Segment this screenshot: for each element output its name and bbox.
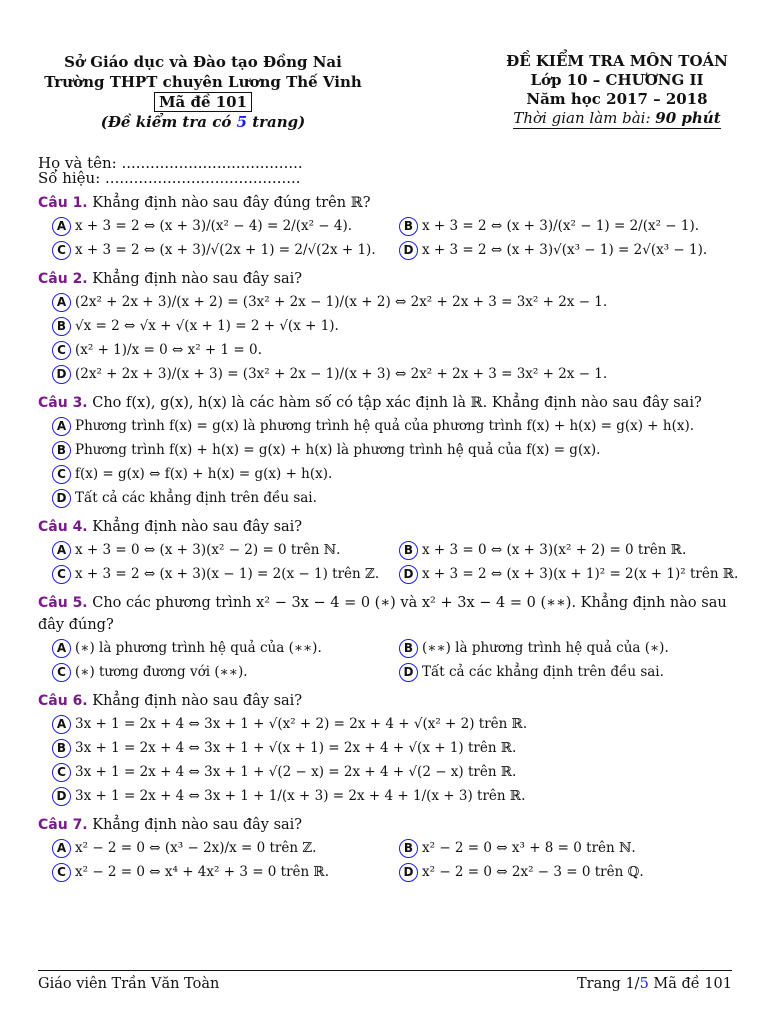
option-letter-circle: A xyxy=(52,541,71,560)
option-text: √x = 2 ⇔ √x + √(x + 1) = 2 + √(x + 1). xyxy=(75,318,339,334)
time-value: 90 phút xyxy=(655,109,721,127)
page-count-number: 5 xyxy=(236,113,247,131)
question-number: Câu 1. xyxy=(38,195,88,211)
exam-page xyxy=(38,52,739,884)
option-row xyxy=(38,712,732,736)
option-b[interactable] xyxy=(385,839,732,858)
option-letter-circle: C xyxy=(52,241,71,260)
page-count-note xyxy=(38,112,368,132)
option-d[interactable] xyxy=(385,863,732,882)
option-letter-circle: B xyxy=(399,541,418,560)
option-letter-circle: C xyxy=(52,465,71,484)
question-title xyxy=(38,192,732,214)
question-number: Câu 7. xyxy=(38,817,88,833)
option-a[interactable] xyxy=(38,639,385,658)
option-a[interactable] xyxy=(38,217,385,236)
option-d[interactable] xyxy=(385,241,732,260)
option-d[interactable] xyxy=(38,787,732,806)
option-a[interactable] xyxy=(38,541,385,560)
option-text: Tất cả các khẳng định trên đều sai. xyxy=(75,490,317,506)
option-row xyxy=(38,314,732,338)
option-row xyxy=(38,438,732,462)
option-letter-circle: A xyxy=(52,217,71,236)
option-letter-circle: C xyxy=(52,341,71,360)
option-row xyxy=(38,562,739,586)
option-b[interactable] xyxy=(38,317,732,336)
option-letter-circle: A xyxy=(52,839,71,858)
option-letter-circle: D xyxy=(399,863,418,882)
option-letter-circle: D xyxy=(52,365,71,384)
option-text: (∗) tương đương với (∗∗). xyxy=(75,664,248,680)
page-count-post: trang) xyxy=(247,113,306,131)
option-row xyxy=(38,414,732,438)
option-row xyxy=(38,238,732,262)
option-text: 3x + 1 = 2x + 4 ⇔ 3x + 1 + √(x + 1) = 2x + 4 + √(x + 1) trên ℝ. xyxy=(75,740,517,756)
option-text: (∗∗) là phương trình hệ quả của (∗). xyxy=(422,640,669,656)
header-right xyxy=(502,52,732,132)
option-letter-circle: C xyxy=(52,763,71,782)
option-row xyxy=(38,290,732,314)
question-7 xyxy=(38,814,732,884)
option-text: x + 3 = 0 ⇔ (x + 3)(x² + 2) = 0 trên ℝ. xyxy=(422,542,687,558)
option-row xyxy=(38,736,732,760)
option-letter-circle: D xyxy=(399,565,418,584)
option-letter-circle: B xyxy=(52,739,71,758)
option-c[interactable] xyxy=(38,341,732,360)
question-text: Cho f(x), g(x), h(x) là các hàm số có tập xác định là ℝ. Khẳng định nào sau đây sai? xyxy=(92,395,702,411)
option-letter-circle: B xyxy=(52,317,71,336)
option-letter-circle: C xyxy=(52,565,71,584)
option-row xyxy=(38,784,732,808)
option-d[interactable] xyxy=(38,365,732,384)
page-indicator-pre: Trang 1/ xyxy=(576,976,640,992)
option-a[interactable] xyxy=(38,417,732,436)
option-row xyxy=(38,538,732,562)
option-text: x² − 2 = 0 ⇔ x⁴ + 4x² + 3 = 0 trên ℝ. xyxy=(75,864,330,880)
option-c[interactable] xyxy=(38,465,732,484)
question-title xyxy=(38,516,732,538)
option-row xyxy=(38,660,732,684)
option-text: x + 3 = 2 ⇔ (x + 3)√(x³ − 1) = 2√(x³ − 1). xyxy=(422,242,708,258)
student-id-line: Số hiệu: ......................................... xyxy=(38,169,301,187)
question-text: Cho các phương trình x² − 3x − 4 = 0 (∗) và x² + 3x − 4 = 0 (∗∗). Khẳng định nào sau đây đúng? xyxy=(38,595,727,633)
option-b[interactable] xyxy=(38,441,732,460)
option-text: (2x² + 2x + 3)/(x + 2) = (3x² + 2x − 1)/(x + 2) ⇔ 2x² + 2x + 3 = 3x² + 2x − 1. xyxy=(75,294,608,310)
option-text: Phương trình f(x) + h(x) = g(x) + h(x) là phương trình hệ quả của f(x) = g(x). xyxy=(75,442,601,458)
question-title xyxy=(38,690,732,712)
option-row xyxy=(38,486,732,510)
option-row xyxy=(38,214,732,238)
header xyxy=(38,52,732,132)
question-number: Câu 6. xyxy=(38,693,88,709)
option-letter-circle: A xyxy=(52,639,71,658)
option-text: 3x + 1 = 2x + 4 ⇔ 3x + 1 + 1/(x + 3) = 2x + 4 + 1/(x + 3) trên ℝ. xyxy=(75,788,526,804)
teacher-name: Giáo viên Trần Văn Toàn xyxy=(38,976,220,992)
question-number: Câu 5. xyxy=(38,595,88,611)
option-c[interactable] xyxy=(38,863,385,882)
time-label: Thời gian làm bài: xyxy=(513,109,656,127)
option-text: x + 3 = 2 ⇔ (x + 3)/√(2x + 1) = 2/√(2x + 1). xyxy=(75,242,376,258)
option-letter-circle: A xyxy=(52,715,71,734)
option-letter-circle: B xyxy=(399,639,418,658)
question-3 xyxy=(38,392,732,510)
page-total: 5 xyxy=(639,976,649,992)
option-row xyxy=(38,636,732,660)
question-text: Khẳng định nào sau đây đúng trên ℝ? xyxy=(92,195,371,211)
question-title xyxy=(38,592,732,636)
question-title xyxy=(38,392,732,414)
page-indicator xyxy=(577,976,732,992)
option-text: 3x + 1 = 2x + 4 ⇔ 3x + 1 + √(2 − x) = 2x + 4 + √(2 − x) trên ℝ. xyxy=(75,764,517,780)
question-text: Khẳng định nào sau đây sai? xyxy=(92,693,303,709)
question-list xyxy=(38,192,739,884)
option-text: 3x + 1 = 2x + 4 ⇔ 3x + 1 + √(x² + 2) = 2x + 4 + √(x² + 2) trên ℝ. xyxy=(75,716,528,732)
question-text: Khẳng định nào sau đây sai? xyxy=(92,519,303,535)
option-text: (x² + 1)/x = 0 ⇔ x² + 1 = 0. xyxy=(75,342,262,358)
option-text: f(x) = g(x) ⇔ f(x) + h(x) = g(x) + h(x). xyxy=(75,466,333,482)
option-c[interactable] xyxy=(38,763,732,782)
option-letter-circle: C xyxy=(52,863,71,882)
option-letter-circle: D xyxy=(399,663,418,682)
option-text: x² − 2 = 0 ⇔ (x³ − 2x)/x = 0 trên ℤ. xyxy=(75,840,317,856)
exam-code-box: Mã đề 101 xyxy=(154,92,252,112)
exam-title: ĐỀ KIỂM TRA MÔN TOÁN xyxy=(506,52,728,70)
page-count-pre: (Đề kiểm tra có xyxy=(100,113,237,131)
option-d[interactable] xyxy=(385,565,739,584)
option-text: (2x² + 2x + 3)/(x + 3) = (3x² + 2x − 1)/(x + 3) ⇔ 2x² + 2x + 3 = 3x² + 2x − 1. xyxy=(75,366,608,382)
option-letter-circle: B xyxy=(399,839,418,858)
question-1 xyxy=(38,192,732,262)
option-text: x + 3 = 2 ⇔ (x + 3)/(x² − 1) = 2/(x² − 1). xyxy=(422,218,700,234)
option-text: (∗) là phương trình hệ quả của (∗∗). xyxy=(75,640,322,656)
option-a[interactable] xyxy=(38,293,732,312)
option-row xyxy=(38,362,732,386)
option-letter-circle: D xyxy=(52,787,71,806)
question-6 xyxy=(38,690,732,808)
option-a[interactable] xyxy=(38,715,732,734)
option-letter-circle: A xyxy=(52,417,71,436)
option-letter-circle: C xyxy=(52,663,71,682)
option-d[interactable] xyxy=(385,663,732,682)
option-row xyxy=(38,836,732,860)
option-b[interactable] xyxy=(385,639,732,658)
option-a[interactable] xyxy=(38,839,385,858)
option-text: x + 3 = 2 ⇔ (x + 3)(x + 1)² = 2(x + 1)² trên ℝ. xyxy=(422,566,739,582)
option-row xyxy=(38,462,732,486)
option-d[interactable] xyxy=(38,489,732,508)
school-name: Trường THPT chuyên Lương Thế Vinh xyxy=(44,73,362,91)
option-b[interactable] xyxy=(385,217,732,236)
page-footer xyxy=(38,970,732,992)
option-row xyxy=(38,760,732,784)
option-letter-circle: B xyxy=(52,441,71,460)
question-text: Khẳng định nào sau đây sai? xyxy=(92,271,303,287)
option-c[interactable] xyxy=(38,663,385,682)
option-letter-circle: B xyxy=(399,217,418,236)
question-number: Câu 2. xyxy=(38,271,88,287)
option-text: Tất cả các khẳng định trên đều sai. xyxy=(422,664,664,680)
option-b[interactable] xyxy=(385,541,732,560)
school-year: Năm học 2017 – 2018 xyxy=(526,90,708,108)
question-5 xyxy=(38,592,732,684)
option-c[interactable] xyxy=(38,565,385,584)
question-4 xyxy=(38,516,739,586)
question-text: Khẳng định nào sau đây sai? xyxy=(92,817,303,833)
time-allowed xyxy=(513,109,720,129)
option-text: Phương trình f(x) = g(x) là phương trình hệ quả của phương trình f(x) + h(x) = g(x) + h(x). xyxy=(75,418,695,434)
option-text: x + 3 = 0 ⇔ (x + 3)(x² − 2) = 0 trên ℕ. xyxy=(75,542,341,558)
student-name-line: Họ và tên: ...................................... xyxy=(38,154,303,172)
page-indicator-post: Mã đề 101 xyxy=(648,976,732,992)
option-text: x + 3 = 2 ⇔ (x + 3)(x − 1) = 2(x − 1) trên ℤ. xyxy=(75,566,380,582)
option-c[interactable] xyxy=(38,241,385,260)
option-letter-circle: D xyxy=(52,489,71,508)
option-letter-circle: D xyxy=(399,241,418,260)
question-number: Câu 3. xyxy=(38,395,88,411)
student-info xyxy=(38,156,732,186)
option-b[interactable] xyxy=(38,739,732,758)
header-left xyxy=(38,52,368,132)
grade-chapter: Lớp 10 – CHƯƠNG II xyxy=(530,71,704,89)
department-name: Sở Giáo dục và Đào tạo Đồng Nai xyxy=(64,53,342,71)
option-text: x² − 2 = 0 ⇔ 2x² − 3 = 0 trên ℚ. xyxy=(422,864,644,880)
question-title xyxy=(38,814,732,836)
option-text: x + 3 = 2 ⇔ (x + 3)/(x² − 4) = 2/(x² − 4). xyxy=(75,218,353,234)
option-row xyxy=(38,860,732,884)
question-title xyxy=(38,268,732,290)
option-text: x² − 2 = 0 ⇔ x³ + 8 = 0 trên ℕ. xyxy=(422,840,636,856)
question-number: Câu 4. xyxy=(38,519,88,535)
question-2 xyxy=(38,268,732,386)
option-row xyxy=(38,338,732,362)
option-letter-circle: A xyxy=(52,293,71,312)
